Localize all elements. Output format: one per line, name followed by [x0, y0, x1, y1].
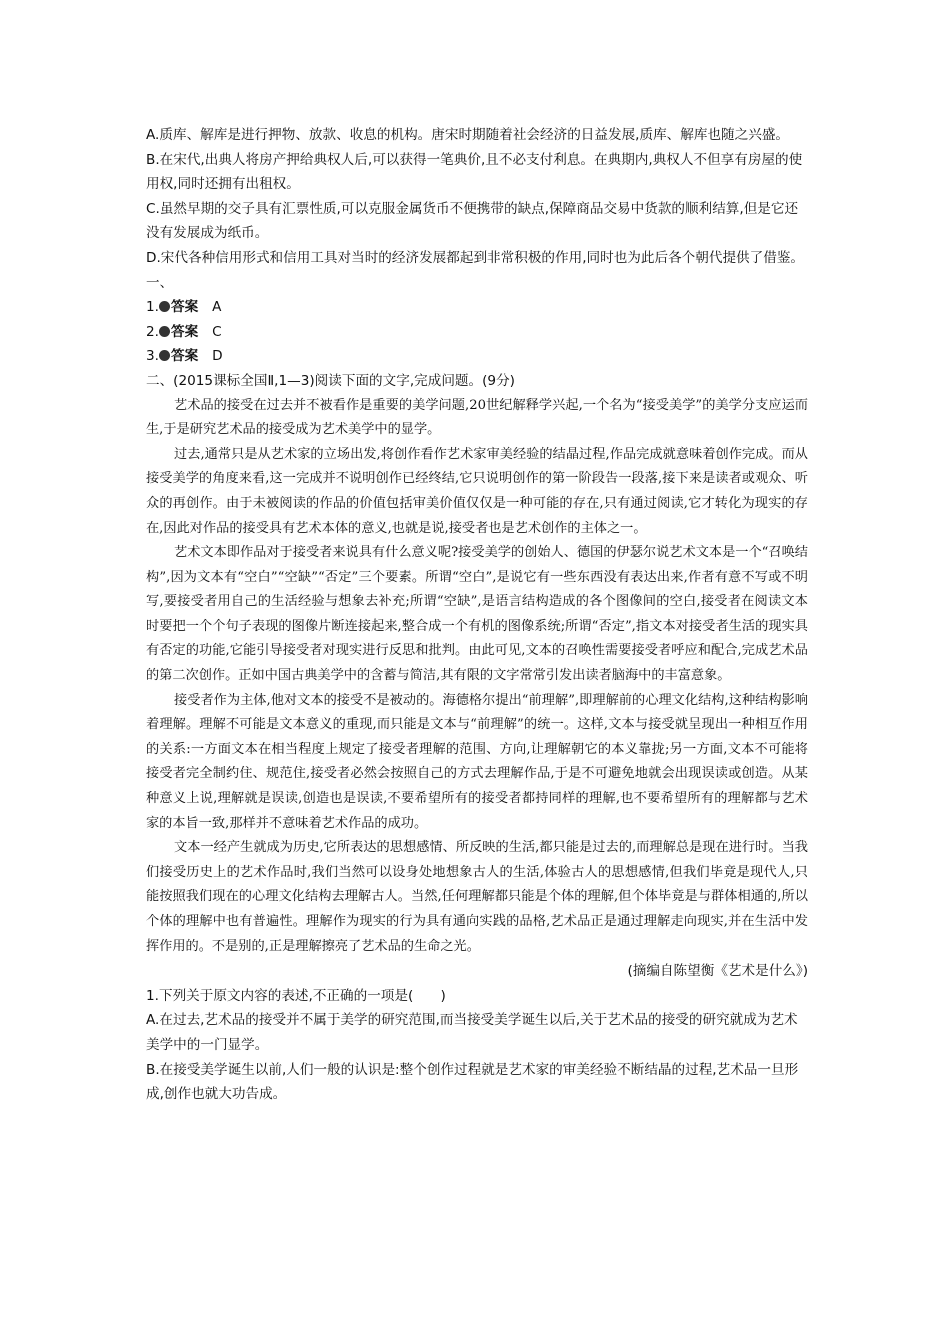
question-stem: 1.下列关于原文内容的表述,不正确的一项是( ): [146, 987, 446, 1004]
document-page: [146, 123, 808, 1107]
answer-label: 答案: [170, 348, 199, 365]
prev-option-c: C.虽然早期的交子具有汇票性质,可以克服金属货币不便携带的缺点,保障商品交易中货款的顺利结算,但是它还没有发展成为纸币。: [146, 200, 799, 242]
passage-paragraph-1: 艺术品的接受在过去并不被看作是重要的美学问题,20世纪解释学兴起,一个名为“接受美学”的美学分支应运而生,于是研究艺术品的接受成为艺术美学中的显学。: [146, 397, 808, 438]
answer-label: 答案: [170, 299, 199, 316]
prev-option-a: A.质库、解库是进行押物、放款、收息的机构。唐宋时期随着社会经济的日益发展,质库、解库也随之兴盛。: [146, 127, 790, 143]
answer-line-3: [146, 344, 808, 369]
answer-number: 2.: [146, 323, 159, 340]
answer-value: A: [212, 299, 222, 316]
passage-paragraph-3: 艺术文本即作品对于接受者来说具有什么意义呢?接受美学的创始人、德国的伊瑟尔说艺术文本是一个“召唤结构”,因为文本有“空白”“空缺”“否定”三个要素。所谓“空白”,是说它有一些东西没有表达出来,作者有意不写或不明写,要接受者用自己的生活经验与想象去补充;所谓“空缺”,是语言结构造成的各个图像间的空白,接受者在阅读文本时要把一个个句子表现的图像片断连接起来,整合成一个有机的图像系统;所谓“否定”,指文本对接受者生活的现实具有否定的功能,它能引导接受者对现实进行反思和批判。由此可见,文本的召唤性需要接受者呼应和配合,完成艺术品的第二次创作。正如中国古典美学中的含蓄与简洁,其有限的文字常常引发出读者脑海中的丰富意象。: [146, 545, 808, 684]
passage-source: (摘编自陈望衡《艺术是什么》): [627, 963, 808, 980]
prev-option-b: B.在宋代,出典人将房产押给典权人后,可以获得一笔典价,且不必支付利息。在典期内,典权人不但享有房屋的使用权,同时还拥有出租权。: [146, 151, 803, 193]
answer-number: 1.: [146, 299, 159, 316]
answer-value: D: [212, 348, 223, 365]
section-two-header: 二、(2015课标全国Ⅱ,1—3)阅读下面的文字,完成问题。(9分): [146, 372, 515, 389]
question-option-b: B.在接受美学诞生以前,人们一般的认识是:整个创作过程就是艺术家的审美经验不断结晶的过程,艺术品一旦形成,创作也就大功告成。: [146, 1061, 799, 1103]
answer-marker-icon: [159, 326, 170, 337]
section-one-header: 一、: [146, 274, 174, 291]
answer-label: 答案: [170, 323, 199, 340]
passage-paragraph-2: 过去,通常只是从艺术家的立场出发,将创作看作艺术家审美经验的结晶过程,作品完成就意味着创作完成。而从接受美学的角度来看,这一完成并不说明创作已经终结,它只说明创作的第一阶段告一段落,接下来是读者或观众、听众的再创作。由于未被阅读的作品的价值包括审美价值仅仅是一种可能的存在,只有通过阅读,它才转化为现实的存在,因此对作品的接受具有艺术本体的意义,也就是说,接受者也是艺术创作的主体之一。: [146, 446, 808, 536]
answer-value: C: [212, 323, 222, 340]
passage-paragraph-5: 文本一经产生就成为历史,它所表达的思想感情、所反映的生活,都只能是过去的,而理解总是现在进行时。当我们接受历史上的艺术作品时,我们当然可以设身处地想象古人的生活,体验古人的思想感情,但我们毕竟是现代人,只能按照我们现在的心理文化结构去理解古人。当然,任何理解都只能是个体的理解,但个体毕竟是与群体相通的,所以个体的理解中也有普遍性。理解作为现实的行为具有通向实践的品格,艺术品正是通过理解走向现实,并在生活中发挥作用的。不是别的,正是理解擦亮了艺术品的生命之光。: [146, 840, 808, 954]
prev-option-d: D.宋代各种信用形式和信用工具对当时的经济发展都起到非常积极的作用,同时也为此后各个朝代提供了借鉴。: [146, 249, 805, 266]
answer-marker-icon: [159, 350, 170, 361]
answer-number: 3.: [146, 348, 159, 365]
question-option-a: A.在过去,艺术品的接受并不属于美学的研究范围,而当接受美学诞生以后,关于艺术品的接受的研究就成为艺术美学中的一门显学。: [146, 1012, 798, 1053]
answer-line-2: [146, 320, 808, 345]
passage-paragraph-4: 接受者作为主体,他对文本的接受不是被动的。海德格尔提出“前理解”,即理解前的心理文化结构,这种结构影响着理解。理解不可能是文本意义的重现,而只能是文本与“前理解”的统一。这样,文本与接受就呈现出一种相互作用的关系:一方面文本在相当程度上规定了接受者理解的范围、方向,让理解朝它的本义靠拢;另一方面,文本不可能将接受者完全制约住、规范住,接受者必然会按照自己的方式去理解作品,于是不可避免地就会出现误读或创造。从某种意义上说,理解就是误读,创造也是误读,不要希望所有的接受者都持同样的理解,也不要希望所有的理解都与艺术家的本旨一致,那样并不意味着艺术作品的成功。: [146, 692, 808, 831]
answer-line-1: [146, 295, 808, 320]
answer-marker-icon: [159, 301, 170, 312]
